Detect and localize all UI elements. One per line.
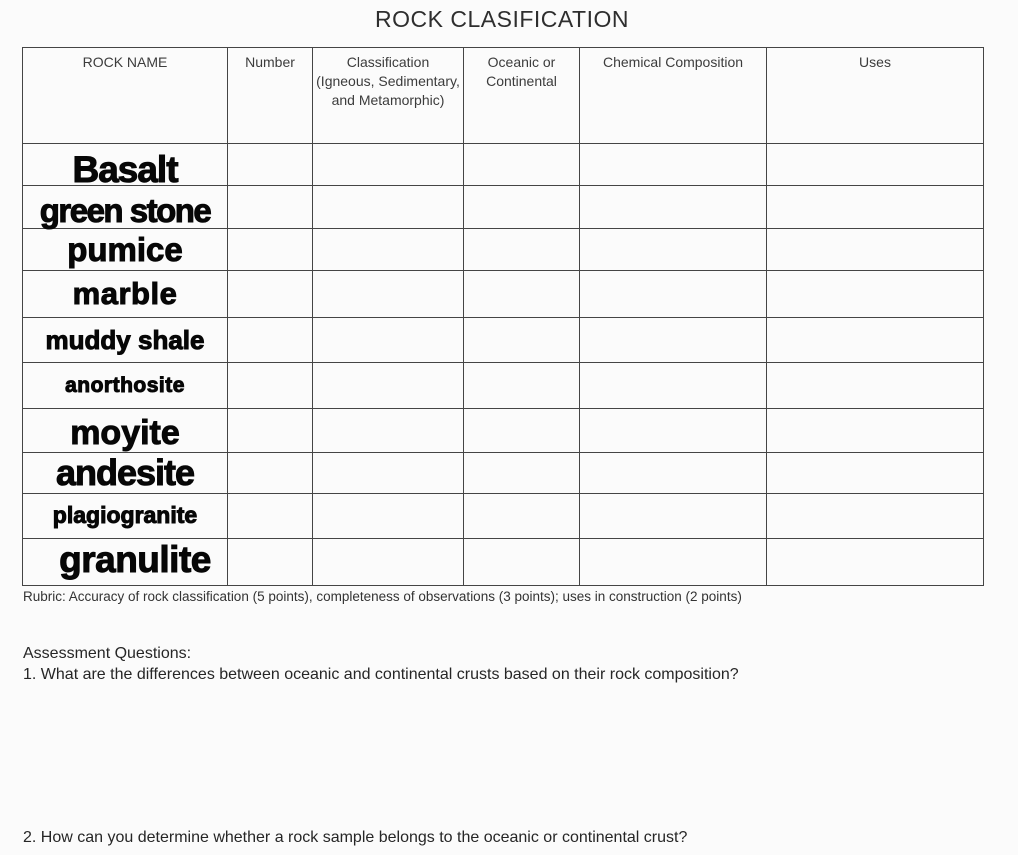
chemical-composition-cell (580, 539, 767, 586)
worksheet-table-body (23, 144, 984, 586)
rock-name-label: anorthosite (65, 373, 185, 397)
chemical-composition-cell (580, 186, 767, 229)
rock-name-cell (23, 229, 228, 271)
uses-cell (767, 494, 984, 539)
rock-name-cell (23, 271, 228, 318)
rock-name-cell (23, 186, 228, 229)
assessment-question-2: 2. How can you determine whether a rock sample belongs to the oceanic or continental crust? (23, 829, 688, 846)
table-row (23, 318, 984, 363)
number-cell (228, 186, 313, 229)
oceanic-or-continental-cell (464, 409, 580, 453)
rock-name-label: moyite (70, 414, 180, 453)
uses-cell (767, 144, 984, 186)
table-row (23, 229, 984, 271)
rock-name-label: muddy shale (45, 324, 205, 355)
classification-cell (313, 271, 464, 318)
oceanic-or-continental-cell (464, 271, 580, 318)
table-row (23, 363, 984, 409)
table-row (23, 144, 984, 186)
oceanic-or-continental-cell (464, 229, 580, 271)
classification-cell (313, 186, 464, 229)
chemical-composition-cell (580, 363, 767, 409)
uses-cell (767, 229, 984, 271)
rubric-text: Rubric: Accuracy of rock classification (5 points), completeness of observations (3 points); uses in construction (2 points) (23, 589, 742, 604)
classification-cell (313, 494, 464, 539)
rock-name-cell (23, 409, 228, 453)
rock-name-label: Basalt (72, 148, 178, 190)
classification-cell (313, 453, 464, 494)
number-cell (228, 271, 313, 318)
table-row (23, 271, 984, 318)
oceanic-or-continental-cell (464, 186, 580, 229)
assessment-block (23, 643, 739, 685)
rock-name-cell (23, 539, 228, 586)
classification-cell (313, 539, 464, 586)
uses-cell (767, 453, 984, 494)
classification-cell (313, 229, 464, 271)
assessment-heading: Assessment Questions: (23, 645, 192, 662)
table-row (23, 453, 984, 494)
rock-name-label: marble (72, 276, 178, 312)
rock-name-cell (23, 494, 228, 539)
chemical-composition-cell (580, 494, 767, 539)
rock-name-cell (23, 144, 228, 190)
chemical-composition-cell (580, 229, 767, 271)
uses-cell (767, 186, 984, 229)
number-cell (228, 453, 313, 494)
table-row (23, 539, 984, 586)
classification-cell (313, 409, 464, 453)
table-row (23, 409, 984, 453)
column-header-classification: Classification (Igneous, Sedimentary, and Metamorphic) (313, 48, 464, 144)
table-header-row (23, 48, 984, 144)
number-cell (228, 539, 313, 586)
rock-name-label: granulite (59, 539, 211, 581)
column-header-chemical-composition: Chemical Composition (580, 48, 767, 144)
table-row (23, 186, 984, 229)
worksheet-table (22, 47, 984, 586)
number-cell (228, 494, 313, 539)
number-cell (228, 318, 313, 363)
column-header-rock-name: ROCK NAME (23, 48, 228, 144)
uses-cell (767, 363, 984, 409)
column-header-oceanic-or-continental: Oceanic or Continental (464, 48, 580, 144)
uses-cell (767, 271, 984, 318)
rock-name-label: pumice (67, 230, 183, 268)
uses-cell (767, 318, 984, 363)
classification-cell (313, 363, 464, 409)
rock-name-label: andesite (55, 451, 195, 493)
classification-cell (313, 144, 464, 186)
rock-name-cell (23, 363, 228, 409)
page-title: ROCK CLASIFICATION (375, 6, 629, 32)
oceanic-or-continental-cell (464, 363, 580, 409)
rock-name-label: plagiogranite (52, 502, 198, 529)
oceanic-or-continental-cell (464, 494, 580, 539)
chemical-composition-cell (580, 271, 767, 318)
column-header-uses: Uses (767, 48, 984, 144)
classification-cell (313, 318, 464, 363)
uses-cell (767, 409, 984, 453)
chemical-composition-cell (580, 409, 767, 453)
assessment-question-1: 1. What are the differences between oceanic and continental crusts based on their rock composition? (23, 666, 739, 683)
column-header-number: Number (228, 48, 313, 144)
chemical-composition-cell (580, 453, 767, 494)
number-cell (228, 229, 313, 271)
oceanic-or-continental-cell (464, 144, 580, 186)
oceanic-or-continental-cell (464, 539, 580, 586)
chemical-composition-cell (580, 144, 767, 186)
rock-name-label: green stone (39, 192, 211, 230)
number-cell (228, 409, 313, 453)
table-row (23, 494, 984, 539)
oceanic-or-continental-cell (464, 453, 580, 494)
number-cell (228, 144, 313, 186)
chemical-composition-cell (580, 318, 767, 363)
oceanic-or-continental-cell (464, 318, 580, 363)
rock-name-cell (23, 318, 228, 363)
uses-cell (767, 539, 984, 586)
rock-name-cell (23, 453, 228, 494)
number-cell (228, 363, 313, 409)
